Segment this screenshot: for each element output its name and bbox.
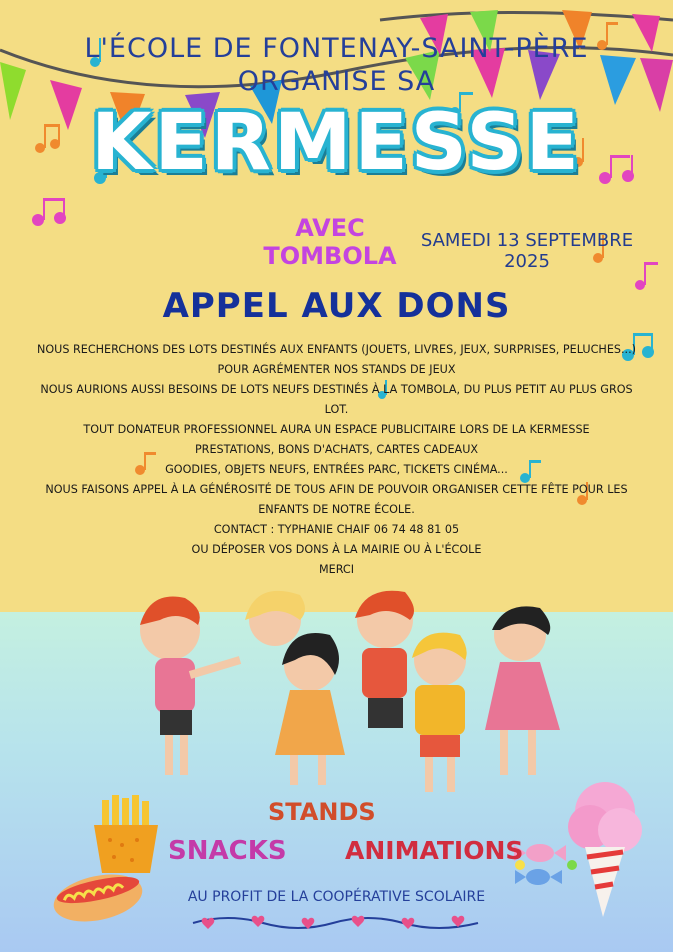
stands-label: STANDS (268, 798, 376, 826)
contact-line: CONTACT : TYPHANIE CHAIF 06 74 48 81 05 (213, 523, 460, 536)
body-line: NOUS RECHERCHONS DES LOTS DESTINÉS AUX ENFANTS (JOUETS, LIVRES, JEUX, SURPRISES, PELUCHES...) (36, 343, 637, 356)
footer-cooperative: AU PROFIT DE LA COOPÉRATIVE SCOLAIRE (187, 889, 486, 905)
body-line: GOODIES, OBJETS NEUFS, ENTRÉES PARC, TICKETS CINÉMA... (165, 463, 508, 476)
body-line: NOUS FAISONS APPEL À LA GÉNÉROSITÉ DE TOUS AFIN DE POUVOIR ORGANISER CETTE FÊTE POUR LES (45, 483, 628, 496)
tombola-line-2: TOMBOLA (263, 242, 397, 270)
school-organiser-header (0, 32, 673, 98)
event-title: KERMESSE (91, 98, 582, 188)
thanks-line: MERCI (318, 563, 355, 576)
header-line-1: L'ÉCOLE DE FONTENAY-SAINT-PÈRE (84, 33, 589, 64)
date-line-1: SAMEDI 13 SEPTEMBRE (420, 230, 634, 251)
animations-label: ANIMATIONS (345, 836, 524, 865)
date-line-2: 2025 (504, 251, 550, 272)
tombola-label (250, 214, 410, 270)
tombola-line-1: AVEC (295, 214, 365, 242)
heart-garland (188, 908, 488, 938)
body-line: OU DÉPOSER VOS DONS À LA MAIRIE OU À L'ÉCOLE (191, 543, 482, 556)
appeal-title: APPEL AUX DONS (162, 286, 511, 326)
body-line: ENFANTS DE NOTRE ÉCOLE. (258, 503, 415, 516)
body-line: POUR AGRÉMENTER NOS STANDS DE JEUX (217, 363, 456, 376)
appeal-body (0, 340, 673, 580)
header-line-2: ORGANISE SA (237, 66, 436, 97)
body-line: LOT. (324, 403, 349, 416)
body-line: NOUS AURIONS AUSSI BESOINS DE LOTS NEUFS DESTINÉS À LA TOMBOLA, DU PLUS PETIT AU PLUS GROS (40, 383, 633, 396)
body-line: PRESTATIONS, BONS D'ACHATS, CARTES CADEAUX (194, 443, 479, 456)
event-date (412, 230, 642, 272)
snacks-label: SNACKS (168, 836, 287, 866)
body-line: TOUT DONATEUR PROFESSIONNEL AURA UN ESPACE PUBLICITAIRE LORS DE LA KERMESSE (83, 423, 590, 436)
